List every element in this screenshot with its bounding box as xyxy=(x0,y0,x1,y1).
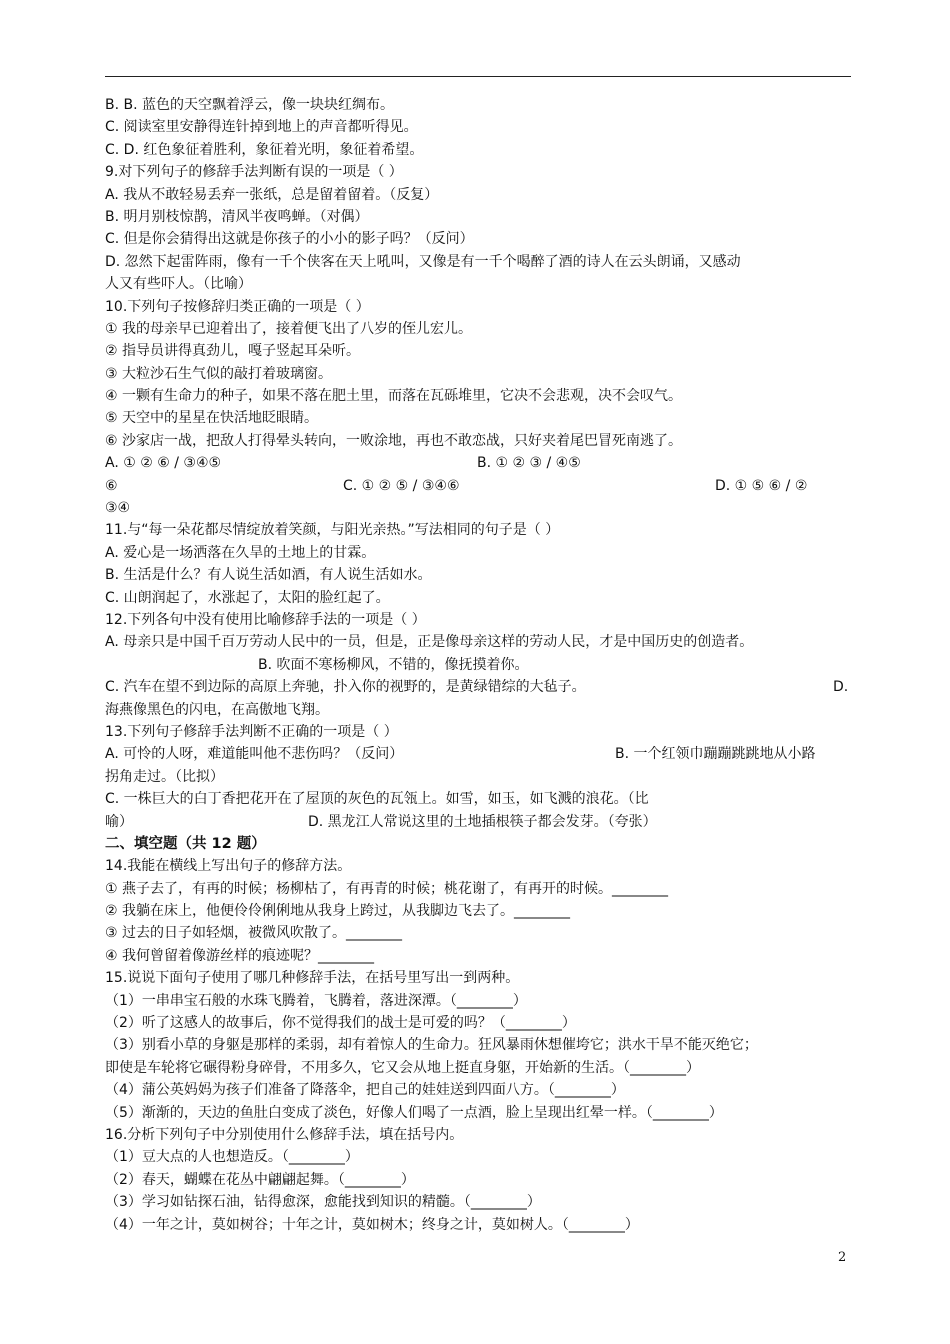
q12-option-d: 海燕像黑色的闪电，在高傲地飞翔。 xyxy=(105,701,329,718)
q13-option-b: B. 一个红领巾蹦蹦跳跳地从小路 xyxy=(615,746,816,763)
q10-option-a: A. ① ② ⑥ / ③④⑤ xyxy=(105,455,222,472)
q15-item-4: （4）蒲公英妈妈为孩子们准备了降落伞，把自己的娃娃送到四面八方。（________） xyxy=(105,1082,625,1099)
q12-option-c-row xyxy=(105,676,851,698)
q16-stem: 16.分析下列句子中分别使用什么修辞手法，填在括号内。 xyxy=(105,1126,464,1143)
page-content xyxy=(105,94,851,1236)
q10-options-row1 xyxy=(105,452,851,474)
q15-item-3: （3）别看小草的身躯是那样的柔弱，却有着惊人的生命力。狂风暴雨休想催垮它；洪水干旱不能灭绝它； xyxy=(105,1037,758,1054)
q15-item-5: （5）渐渐的，天边的鱼肚白变成了淡色，好像人们喝了一点酒，脸上呈现出红晕一样。（________） xyxy=(105,1104,723,1121)
q16-item-1: （1）豆大点的人也想造反。（________） xyxy=(105,1149,359,1166)
page-number: 2 xyxy=(838,1250,847,1265)
q10-item-3: ③ 大粒沙石生气似的敲打着玻璃窗。 xyxy=(105,365,333,382)
q8-option-c: C. 阅读室里安静得连针掉到地上的声音都听得见。 xyxy=(105,119,418,136)
q10-item-6: ⑥ 沙家店一战，把敌人打得晕头转向，一败涂地，再也不敢恋战，只好夹着尾巴冒死南逃了。 xyxy=(105,432,682,449)
q12-option-a: A. 母亲只是中国千百万劳动人民中的一员，但是，正是像母亲这样的劳动人民，才是中国历史的创造者。 xyxy=(105,634,754,651)
q13-option-c: C. 一株巨大的白丁香把花开在了屋顶的灰色的瓦瓴上。如雪，如玉，如飞溅的浪花。（比 xyxy=(105,791,649,808)
q10-option-d-tail: ③④ xyxy=(105,500,131,517)
q10-item-5: ⑤ 天空中的星星在快活地眨眼睛。 xyxy=(105,410,319,427)
q8-option-b: B. B. 蓝色的天空飘着浮云，像一块块红绸布。 xyxy=(105,97,395,113)
q11-option-c: C. 山朗润起了，水涨起了，太阳的脸红起了。 xyxy=(105,589,390,606)
q14-item-1: ① 燕子去了，有再的时候；杨柳枯了，有再青的时候；桃花谢了，有再开的时候。________ xyxy=(105,880,668,897)
q12-option-b: B. 吹面不寒杨柳风，不错的，像抚摸着你。 xyxy=(258,656,529,673)
q16-item-3: （3）学习如钻探石油，钻得愈深，愈能找到知识的精髓。（________） xyxy=(105,1194,541,1211)
q14-item-3: ③ 过去的日子如轻烟，被微风吹散了。________ xyxy=(105,925,402,942)
q13-option-a: A. 可怜的人呀，难道能叫他不悲伤吗？（反问） xyxy=(105,746,404,763)
q10-item-4: ④ 一颗有生命力的种子，如果不落在肥土里，而落在瓦砾堆里，它决不会悲观，决不会叹气。 xyxy=(105,388,682,405)
q10-item-2: ② 指导员讲得真劲儿，嘎子竖起耳朵听。 xyxy=(105,343,360,360)
q15-stem: 15.说说下面句子使用了哪几种修辞手法，在括号里写出一到两种。 xyxy=(105,970,520,987)
q13-option-b-tail: 拐角走过。（比拟） xyxy=(105,768,224,785)
q11-stem: 11.与“每一朵花都尽情绽放着笑颜，与阳光亲热。”写法相同的句子是（ ） xyxy=(105,522,560,539)
header-rule xyxy=(105,76,851,77)
q10-options-row2 xyxy=(105,475,851,497)
q9-option-d-cont: 人又有些吓人。（比喻） xyxy=(105,276,252,293)
q16-item-2: （2）春天，蝴蝶在花丛中翩翩起舞。（________） xyxy=(105,1171,415,1188)
q13-options-row1 xyxy=(105,743,851,765)
q14-item-4: ④ 我何曾留着像游丝样的痕迹呢？________ xyxy=(105,947,375,964)
q10-option-c: C. ① ② ⑤ / ③④⑥ xyxy=(343,477,460,494)
q10-option-d: D. ① ⑤ ⑥ / ② xyxy=(715,477,808,494)
q12-option-c: C. 汽车在望不到边际的高原上奔驰，扑入你的视野的，是黄绿错综的大毡子。 xyxy=(105,679,586,696)
q13-option-d: D. 黑龙江人常说这里的土地插根筷子都会发芽。（夸张） xyxy=(308,813,657,830)
q15-item-2: （2）听了这感人的故事后，你不觉得我们的战士是可爱的吗？（________） xyxy=(105,1015,576,1032)
q9-option-b: B. 明月别枝惊鹊，清风半夜鸣蝉。（对偶） xyxy=(105,208,369,225)
q11-option-b: B. 生活是什么？有人说生活如酒，有人说生活如水。 xyxy=(105,567,432,584)
q12-stem: 12.下列各句中没有使用比喻修辞手法的一项是（ ） xyxy=(105,611,426,628)
q13-option-c-tail: 喻） xyxy=(105,813,133,830)
q9-stem: 9.对下列句子的修辞手法判断有误的一项是（ ） xyxy=(105,164,403,181)
q13-stem: 13.下列句子修辞手法判断不正确的一项是（ ） xyxy=(105,723,398,740)
q9-option-c: C. 但是你会猜得出这就是你孩子的小小的影子吗？（反问） xyxy=(105,231,474,248)
q14-item-2: ② 我躺在床上，他便伶伶俐俐地从我身上跨过，从我脚边飞去了。________ xyxy=(105,903,570,920)
q8-option-d: C. D. 红色象征着胜利，象征着光明，象征着希望。 xyxy=(105,141,424,158)
section-title: 二、填空题（共 12 题） xyxy=(105,835,266,852)
q10-item-1: ① 我的母亲早已迎着出了，接着便飞出了八岁的侄儿宏儿。 xyxy=(105,320,472,337)
q12-option-d-label: D. xyxy=(833,679,849,696)
q14-stem: 14.我能在横线上写出句子的修辞方法。 xyxy=(105,858,352,875)
q9-option-d: D. 忽然下起雷阵雨，像有一千个侠客在天上吼叫，又像是有一千个喝醉了酒的诗人在云头朗诵，又感动 xyxy=(105,253,741,270)
q9-option-a: A. 我从不敢轻易丢弃一张纸，总是留着留着。（反复） xyxy=(105,186,439,203)
q13-options-row3 xyxy=(105,811,851,833)
q15-item-1: （1）一串串宝石般的水珠飞腾着，飞腾着，落进深潭。（________） xyxy=(105,992,527,1009)
q16-item-4: （4）一年之计，莫如树谷；十年之计，莫如树木；终身之计，莫如树人。（________） xyxy=(105,1216,639,1233)
q15-item-3-cont: 即使是车轮将它碾得粉身碎骨，不用多久，它又会从地上挺直身躯，开始新的生活。（________） xyxy=(105,1059,700,1076)
q10-stem: 10.下列句子按修辞归类正确的一项是（ ） xyxy=(105,298,370,315)
q10-option-b: B. ① ② ③ / ④⑤ xyxy=(477,455,581,472)
q10-option-b-tail: ⑥ xyxy=(105,477,118,494)
q11-option-a: A. 爱心是一场洒落在久旱的土地上的甘霖。 xyxy=(105,544,376,561)
